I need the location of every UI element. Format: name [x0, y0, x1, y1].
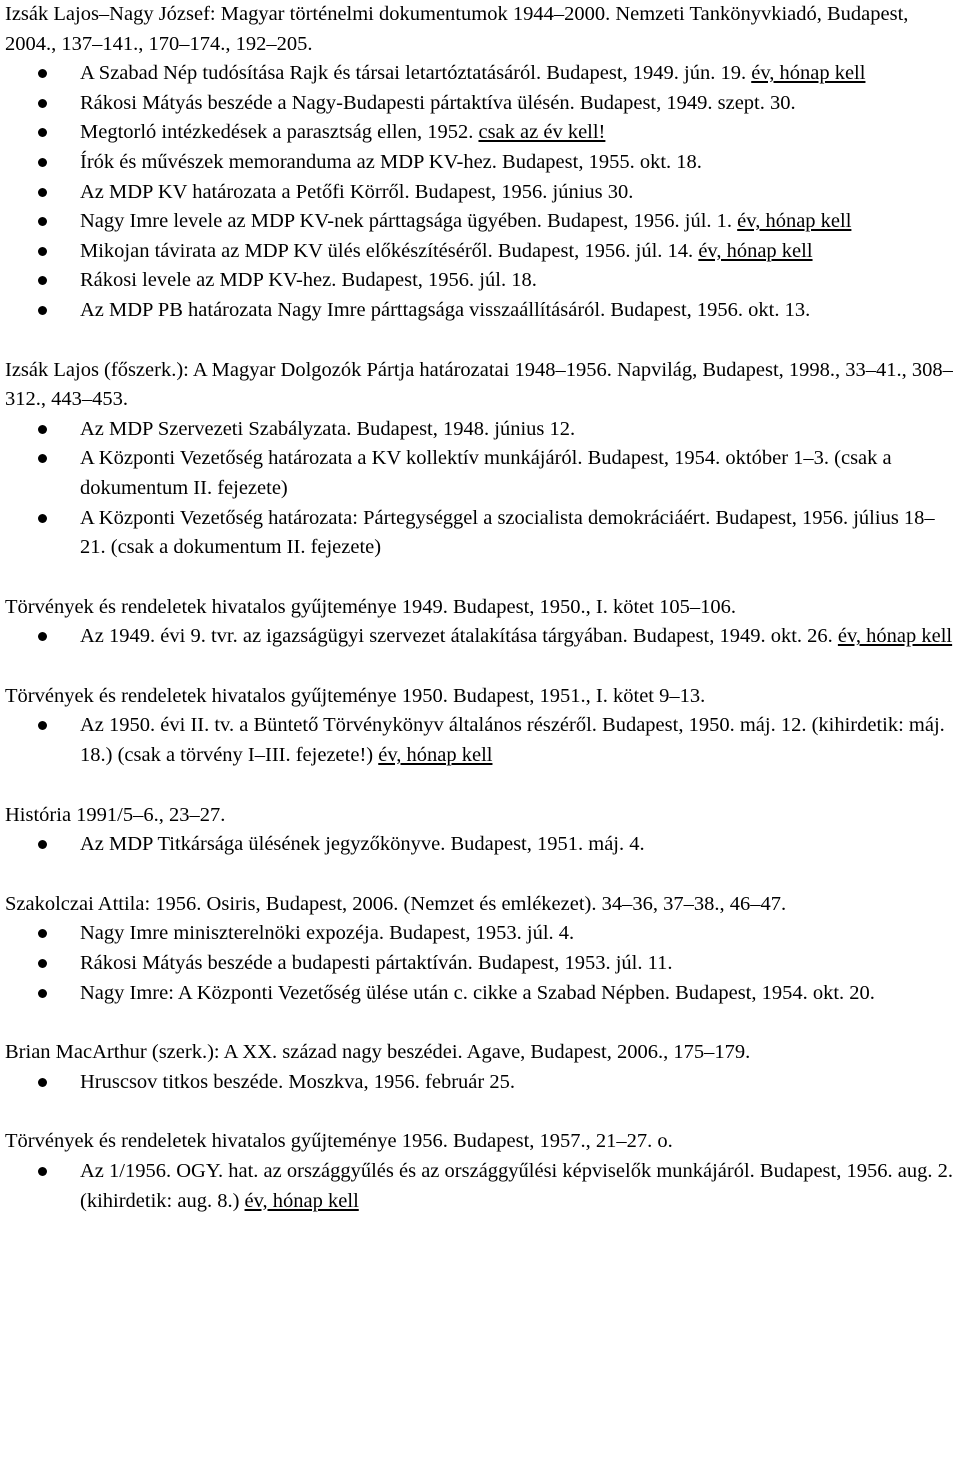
document-item	[5, 266, 960, 296]
bullet-icon	[38, 99, 47, 108]
document-item-text: A Központi Vezetőség határozata a KV kollektív munkájáról. Budapest, 1954. október 1–3. (csak a dokumentum II. fejezete)	[80, 447, 892, 499]
document-item	[5, 1068, 960, 1098]
document-item-text: Az 1/1956. OGY. hat. az országgyűlés és az országgyűlési képviselők munkájáról. Budapest, 1956. aug. 2. (kihirdetik: aug. 8.)	[80, 1160, 953, 1212]
source-section	[5, 1038, 960, 1097]
bullet-icon	[38, 1167, 47, 1176]
source-section	[5, 0, 960, 326]
source-section	[5, 801, 960, 860]
section-gap	[5, 860, 960, 890]
source-heading: Izsák Lajos (főszerk.): A Magyar Dolgozók Pártja határozatai 1948–1956. Napvilág, Budapest, 1998., 33–41., 308–312., 443–453.	[5, 358, 953, 411]
bullet-icon	[38, 989, 47, 998]
bullet-icon	[38, 632, 47, 641]
document-list	[5, 830, 960, 860]
document-list	[5, 415, 960, 563]
document-item-text: Az MDP KV határozata a Petőfi Körről. Budapest, 1956. június 30.	[80, 180, 634, 203]
editor-note: csak az év kell!	[478, 121, 606, 144]
section-gap	[5, 771, 960, 801]
source-section	[5, 890, 960, 1008]
document-list	[5, 59, 960, 325]
editor-note: év, hónap kell	[378, 744, 493, 767]
bullet-icon	[38, 128, 47, 137]
source-section	[5, 682, 960, 771]
source-section	[5, 356, 960, 563]
section-gap	[5, 1097, 960, 1127]
bullet-icon	[38, 425, 47, 434]
document-list	[5, 711, 960, 770]
document-item	[5, 919, 960, 949]
bullet-icon	[38, 217, 47, 226]
document-item	[5, 444, 960, 503]
document-item-text: Rákosi Mátyás beszéde a Nagy-Budapesti pártaktíva ülésén. Budapest, 1949. szept. 30.	[80, 91, 796, 114]
document-list	[5, 1157, 960, 1216]
bullet-icon	[38, 158, 47, 167]
document-item	[5, 1157, 960, 1216]
section-gap	[5, 326, 960, 356]
document-item-text: A Központi Vezetőség határozata: Pártegységgel a szocialista demokráciáért. Budapest, 1956. július 18–21. (csak a dokumentum II. fejezete)	[80, 506, 935, 559]
document-item-text: Hruscsov titkos beszéde. Moszkva, 1956. február 25.	[80, 1070, 515, 1093]
editor-note: év, hónap kell	[837, 625, 953, 648]
source-heading: Törvények és rendeletek hivatalos gyűjteménye 1949. Budapest, 1950., I. kötet 105–106.	[5, 595, 736, 618]
source-heading: Szakolczai Attila: 1956. Osiris, Budapest, 2006. (Nemzet és emlékezet). 34–36, 37–38., 46–47.	[5, 892, 787, 915]
document-item	[5, 207, 960, 237]
document-item-text: Megtorló intézkedések a parasztság ellen, 1952.	[80, 121, 474, 144]
document-list	[5, 622, 960, 652]
source-heading: História 1991/5–6., 23–27.	[5, 803, 226, 826]
document-item-text: Az 1950. évi II. tv. a Büntető Törvénykönyv általános részéről. Budapest, 1950. máj. 12. (kihirdetik: máj. 18.) (csak a törvény I–III. fejezete!)	[80, 714, 945, 767]
editor-note: év, hónap kell	[244, 1189, 359, 1212]
document-item	[5, 89, 960, 119]
bullet-icon	[38, 276, 47, 285]
document-item	[5, 178, 960, 208]
editor-note: év, hónap kell	[751, 62, 866, 85]
document-item-text: Az 1949. évi 9. tvr. az igazságügyi szervezet átalakítása tárgyában. Budapest, 1949. okt. 26.	[80, 625, 833, 648]
document-body	[5, 0, 960, 1216]
document-item-text: A Szabad Nép tudósítása Rajk és társai letartóztatásáról. Budapest, 1949. jún. 19.	[80, 62, 747, 85]
document-item	[5, 296, 960, 326]
document-item-text: Nagy Imre levele az MDP KV-nek párttagsága ügyében. Budapest, 1956. júl. 1.	[80, 210, 733, 233]
editor-note: év, hónap kell	[737, 210, 852, 233]
document-item-text: Nagy Imre miniszterelnöki expozéja. Budapest, 1953. júl. 4.	[80, 922, 575, 945]
bullet-icon	[38, 959, 47, 968]
document-list	[5, 919, 960, 1008]
source-section	[5, 593, 960, 652]
document-item-text: Az MDP Titkársága ülésének jegyzőkönyve. Budapest, 1951. máj. 4.	[80, 833, 645, 856]
document-list	[5, 1068, 960, 1098]
source-heading: Brian MacArthur (szerk.): A XX. század nagy beszédei. Agave, Budapest, 2006., 175–179.	[5, 1041, 751, 1064]
bullet-icon	[38, 188, 47, 197]
document-item-text: Nagy Imre: A Központi Vezetőség ülése után c. cikke a Szabad Népben. Budapest, 1954. okt. 20.	[80, 981, 875, 1004]
bullet-icon	[38, 247, 47, 256]
bullet-icon	[38, 1078, 47, 1087]
bullet-icon	[38, 69, 47, 78]
bullet-icon	[38, 929, 47, 938]
section-gap	[5, 652, 960, 682]
document-item	[5, 237, 960, 267]
document-item	[5, 415, 960, 445]
source-heading: Törvények és rendeletek hivatalos gyűjteménye 1956. Budapest, 1957., 21–27. o.	[5, 1130, 673, 1153]
bullet-icon	[38, 514, 47, 523]
bullet-icon	[38, 306, 47, 315]
bullet-icon	[38, 721, 47, 730]
source-section	[5, 1127, 960, 1216]
bullet-icon	[38, 840, 47, 849]
section-gap	[5, 1008, 960, 1038]
document-item	[5, 949, 960, 979]
editor-note: év, hónap kell	[698, 239, 813, 262]
section-gap	[5, 563, 960, 593]
document-item-text: Az MDP PB határozata Nagy Imre párttagsága visszaállításáról. Budapest, 1956. okt. 13.	[80, 298, 811, 321]
document-item	[5, 148, 960, 178]
document-item-text: Rákosi levele az MDP KV-hez. Budapest, 1956. júl. 18.	[80, 269, 537, 292]
document-item	[5, 59, 960, 89]
bullet-icon	[38, 454, 47, 463]
document-item-text: Az MDP Szervezeti Szabályzata. Budapest, 1948. június 12.	[80, 417, 576, 440]
document-item	[5, 504, 960, 563]
source-heading: Izsák Lajos–Nagy József: Magyar történelmi dokumentumok 1944–2000. Nemzeti Tankönyvkiadó, Budapest, 2004., 137–141., 170–174., 192–205.	[5, 3, 909, 55]
source-heading: Törvények és rendeletek hivatalos gyűjteménye 1950. Budapest, 1951., I. kötet 9–13.	[5, 684, 706, 707]
document-item-text: Rákosi Mátyás beszéde a budapesti pártaktíván. Budapest, 1953. júl. 11.	[80, 952, 673, 975]
document-item	[5, 979, 960, 1009]
document-item-text: Mikojan távirata az MDP KV ülés előkészítéséről. Budapest, 1956. júl. 14.	[80, 239, 694, 262]
document-item	[5, 830, 960, 860]
document-item	[5, 622, 960, 652]
document-item	[5, 711, 960, 770]
document-item	[5, 118, 960, 148]
document-item-text: Írók és művészek memoranduma az MDP KV-hez. Budapest, 1955. okt. 18.	[80, 150, 702, 173]
